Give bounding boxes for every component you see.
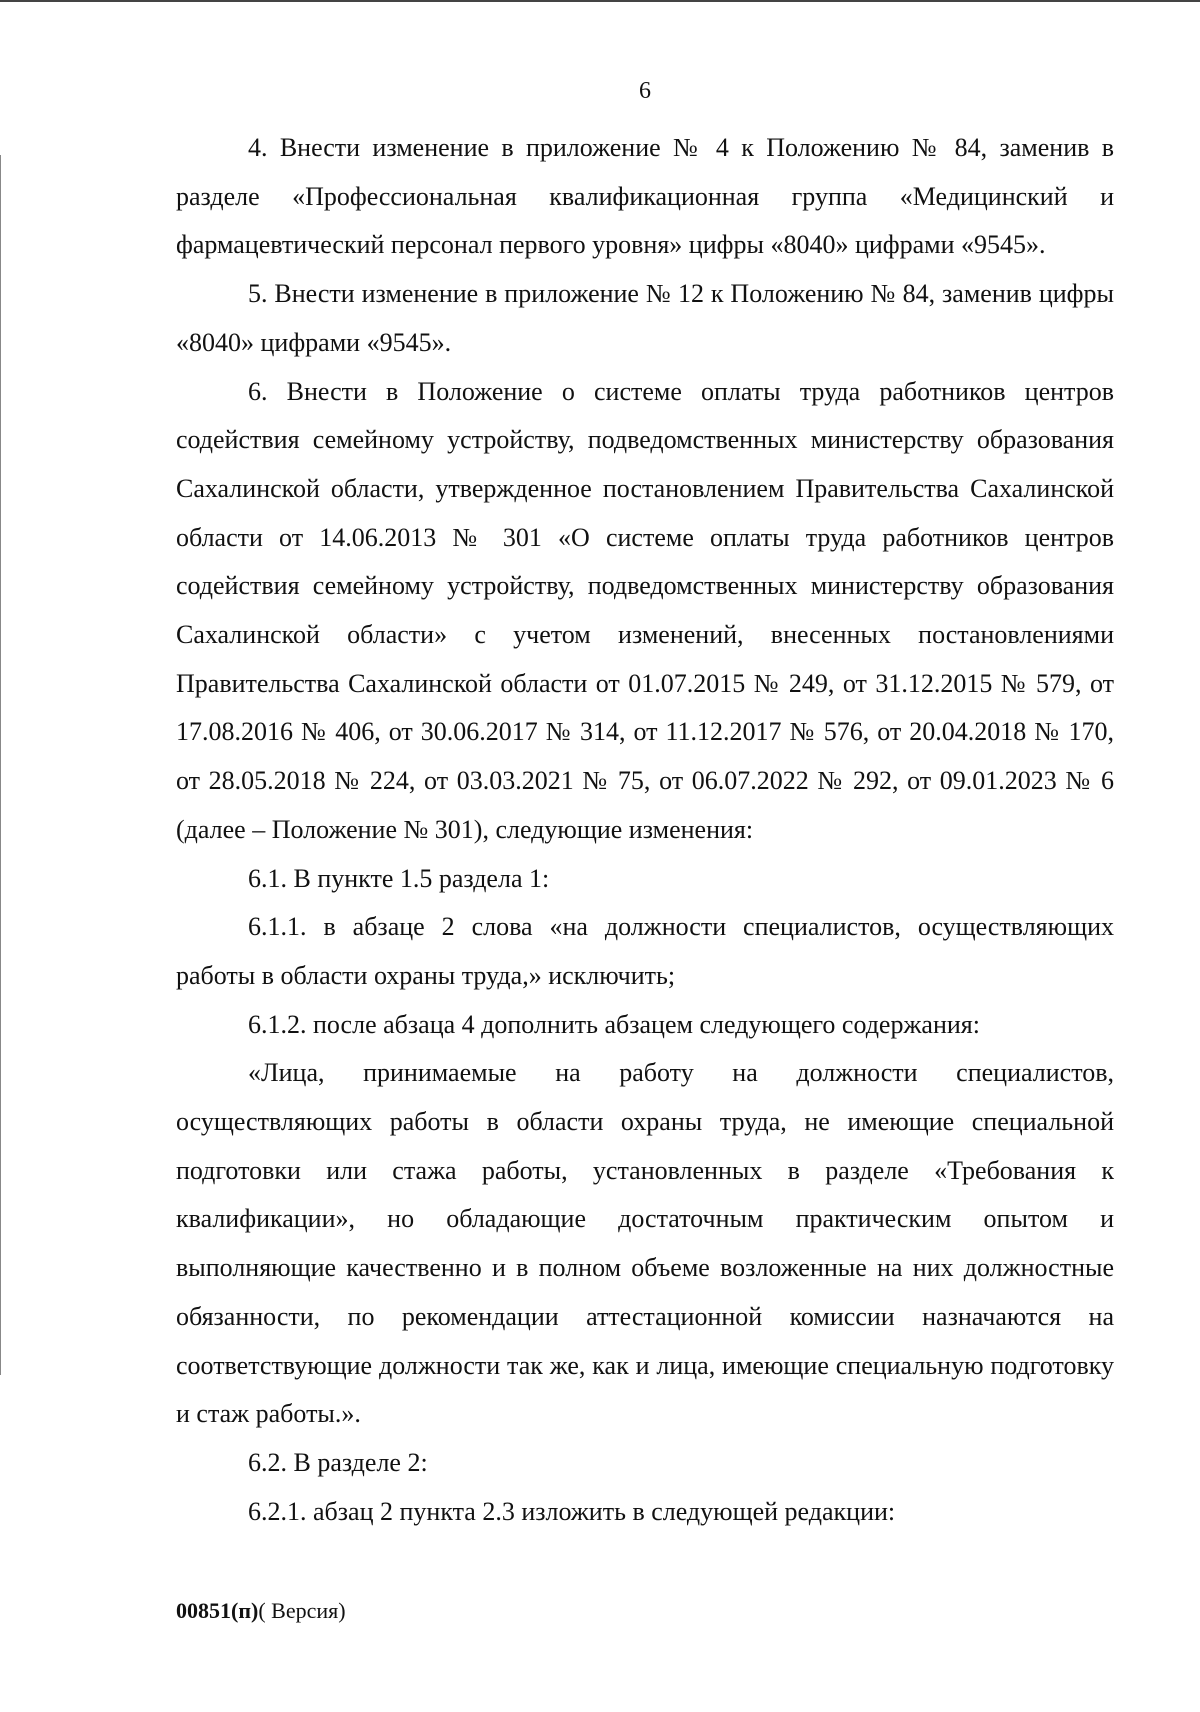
paragraph-item-6: 6. Внести в Положение о системе оплаты труда работников центров содействия семейному устройству, подведомственных министерству образования Сахалинской области, утвержденное постановлением Правительства Сахалинской области от 14.06.2013 № 301 «О системе оплаты труда работников центров содействия семейному устройству, подведомственных министерству образования Сахалинской области» с учетом изменений, внесенных постановлениями Правительства Сахалинской области от 01.07.2015 № 249, от 31.12.2015 № 579, от 17.08.2016 № 406, от 30.06.2017 № 314, от 11.12.2017 № 576, от 20.04.2018 № 170, от 28.05.2018 № 224, от 03.03.2021 № 75, от 06.07.2022 № 292, от 09.01.2023 № 6 (далее – Положение № 301), следующие изменения: <box>176 376 1114 844</box>
document-version: ( Версия) <box>258 1598 346 1623</box>
scan-left-edge <box>0 155 1 1375</box>
footer <box>176 1598 346 1624</box>
document-body <box>176 124 1114 1536</box>
paragraph-quoted-text: «Лица, принимаемые на работу на должности специалистов, осуществляющих работы в области охраны труда, не имеющие специальной подготовки или стажа работы, установленных в разделе «Требования к квалификации», но обладающие достаточным практическим опытом и выполняющие качественно и в полном объеме возложенные на них должностные обязанности, по рекомендации аттестационной комиссии назначаются на соответствующие должности так же, как и лица, имеющие специальную подготовку и стаж работы.». <box>176 1058 1114 1429</box>
scan-top-edge <box>0 0 1200 2</box>
paragraph-item-6-1-2: 6.1.2. после абзаца 4 дополнить абзацем следующего содержания: <box>248 1009 980 1039</box>
document-code: 00851(п) <box>176 1598 259 1623</box>
paragraph-item-6-1-1: 6.1.1. в абзаце 2 слова «на должности специалистов, осуществляющих работы в области охраны труда,» исключить; <box>176 912 1114 990</box>
paragraph-item-6-2: 6.2. В разделе 2: <box>248 1447 428 1477</box>
page-number: 6 <box>639 78 651 104</box>
paragraph-item-5: 5. Внести изменение в приложение № 12 к Положению № 84, заменив цифры «8040» цифрами «9545». <box>176 279 1114 357</box>
paragraph-item-6-1: 6.1. В пункте 1.5 раздела 1: <box>248 863 550 893</box>
paragraph-item-4: 4. Внести изменение в приложение № 4 к Положению № 84, заменив в разделе «Профессиональная квалификационная группа «Медицинский и фармацевтический персонал первого уровня» цифры «8040» цифрами «9545». <box>176 133 1114 260</box>
paragraph-item-6-2-1: 6.2.1. абзац 2 пункта 2.3 изложить в следующей редакции: <box>248 1496 896 1526</box>
